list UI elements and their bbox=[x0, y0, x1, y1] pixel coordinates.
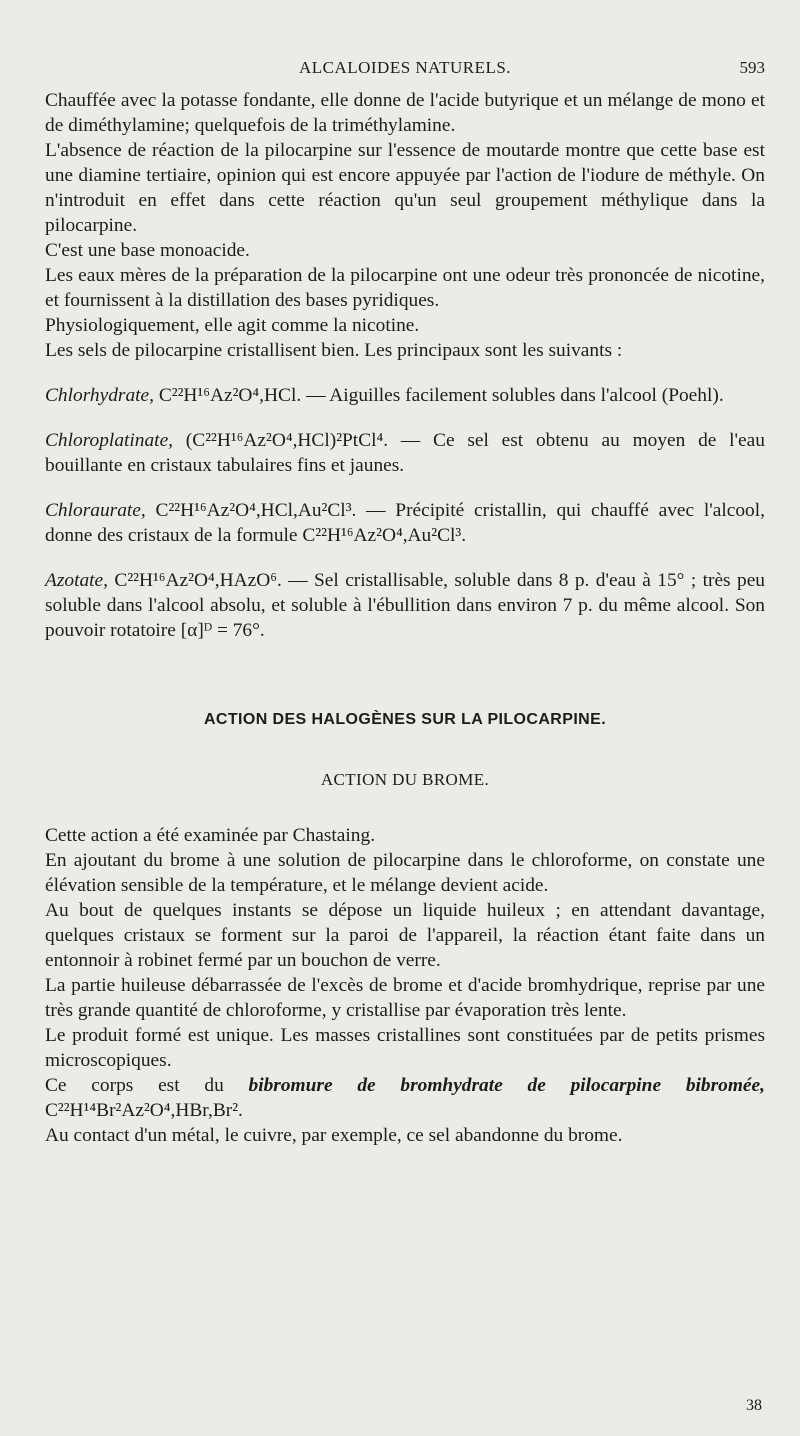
subsection-title: ACTION DU BROME. bbox=[320, 770, 490, 789]
salt-entry-chloroplatinate bbox=[45, 428, 765, 478]
paragraph: Physiologiquement, elle agit comme la nicotine. bbox=[45, 315, 420, 336]
paragraph: Chauffée avec la potasse fondante, elle donne de l'acide butyrique et un mélange de mono et de diméthylamine; quelquefois de la triméthylamine. bbox=[45, 90, 765, 136]
salt-formula: C²²H¹⁶Az²O⁴,HCl,Au²Cl³. bbox=[155, 500, 357, 521]
paragraph: En ajoutant du brome à une solution de pilocarpine dans le chloroforme, on constate une élévation sensible de la température, et le mélange devient acide. bbox=[45, 850, 765, 896]
salt-name: Azotate, bbox=[45, 570, 109, 591]
page-body bbox=[45, 88, 765, 1148]
running-title: ALCALOIDES NATURELS. bbox=[298, 58, 512, 77]
salt-formula: C²²H¹⁶Az²O⁴,HCl. bbox=[158, 385, 302, 406]
paragraph: Au contact d'un métal, le cuivre, par exemple, ce sel abandonne du brome. bbox=[45, 1125, 623, 1146]
salt-entry-chlorhydrate bbox=[45, 383, 765, 408]
salt-name: Chloroplatinate, bbox=[45, 430, 174, 451]
salt-entry-azotate bbox=[45, 568, 765, 643]
salt-description: — Sel cristallisable, soluble dans 8 p. d'eau à 15° ; très peu soluble dans l'alcool absolu, et soluble à l'ébullition dans environ 7 p. du même alcool. Son pouvoir rotatoire [α]ᴰ = 76°. bbox=[45, 570, 765, 641]
salt-formula: (C²²H¹⁶Az²O⁴,HCl)²PtCl⁴. bbox=[185, 430, 389, 451]
signature-mark: 38 bbox=[746, 1397, 762, 1414]
paragraph: La partie huileuse débarrassée de l'excès de brome et d'acide bromhydrique, reprise par une très grande quantité de chloroforme, y cristallise par évaporation très lente. bbox=[45, 975, 765, 1021]
paragraph: Les sels de pilocarpine cristallisent bien. Les principaux sont les suivants : bbox=[45, 340, 623, 361]
paragraph: Au bout de quelques instants se dépose un liquide huileux ; en attendant davantage, quelques cristaux se forment sur la paroi de l'appareil, la réaction étant faite dans un entonnoir à robinet fermé par un bouchon de verre. bbox=[45, 900, 765, 971]
compound-lead: Ce corps est du bbox=[45, 1075, 224, 1096]
salt-description: — Ce sel est obtenu au moyen de l'eau bouillante en cristaux tabulaires fins et jaunes. bbox=[45, 430, 765, 476]
page-number: 593 bbox=[739, 58, 765, 77]
page-header bbox=[45, 58, 765, 84]
paragraph: L'absence de réaction de la pilocarpine sur l'essence de moutarde montre que cette base est une diamine tertiaire, opinion qui est encore appuyée par l'action de l'iodure de méthyle. On n'introduit en effet dans cette réaction qu'un seul groupement méthylique dans la pilocarpine. bbox=[45, 140, 765, 236]
salt-name: Chloraurate, bbox=[45, 500, 146, 521]
salt-description: — Précipité cristallin, qui chauffé avec l'alcool, donne des cristaux de la formule C²²H¹⁶Az²O⁴,Au²Cl³. bbox=[45, 500, 765, 546]
compound-formula: C²²H¹⁴Br²Az²O⁴,HBr,Br². bbox=[45, 1100, 243, 1121]
salt-entry-chloraurate bbox=[45, 498, 765, 548]
salt-name: Chlorhydrate, bbox=[45, 385, 154, 406]
compound-name: bibromure de bromhydrate de pilocarpine bibromée, bbox=[248, 1075, 765, 1096]
paragraph: Les eaux mères de la préparation de la pilocarpine ont une odeur très prononcée de nicotine, et fournissent à la distillation des bases pyridiques. bbox=[45, 265, 765, 311]
paragraph: Cette action a été examinée par Chastaing. bbox=[45, 825, 376, 846]
paragraph-compound bbox=[45, 1073, 765, 1123]
salt-formula: C²²H¹⁶Az²O⁴,HAzO⁶. bbox=[114, 570, 282, 591]
paragraph: Le produit formé est unique. Les masses cristallines sont constituées par de petits prismes microscopiques. bbox=[45, 1025, 765, 1071]
paragraph: C'est une base monoacide. bbox=[45, 240, 250, 261]
salt-description: — Aiguilles facilement solubles dans l'alcool (Poehl). bbox=[306, 385, 724, 406]
section-title: ACTION DES HALOGÈNES SUR LA PILOCARPINE. bbox=[203, 711, 607, 728]
